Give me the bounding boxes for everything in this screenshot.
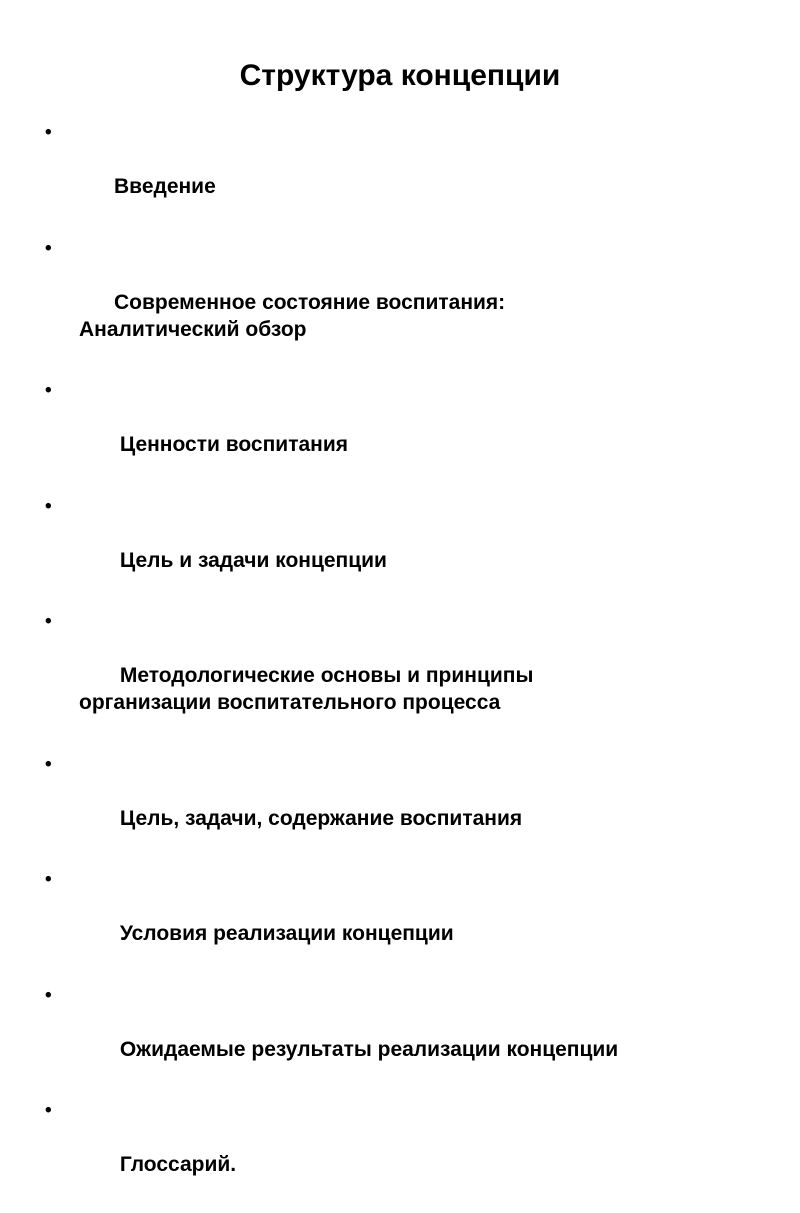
- bullet-icon: •: [45, 237, 52, 259]
- list-item-text: Введение: [114, 175, 216, 198]
- list-item-text: Цель и задачи концепции: [114, 548, 387, 572]
- bullet-icon: •: [45, 984, 52, 1006]
- bullet-icon: •: [45, 495, 52, 517]
- list-item-content: [45, 751, 765, 859]
- bullet-icon: •: [45, 1100, 52, 1121]
- list-item-goals: [45, 493, 765, 601]
- slide-title: Структура концепции: [239, 59, 561, 92]
- list-item-methodology: [45, 608, 765, 743]
- list-item-text: Ценности воспитания: [114, 433, 349, 456]
- list-item-introduction: [45, 119, 765, 227]
- list-item-glossary: [45, 1097, 765, 1205]
- bullet-icon: •: [45, 122, 52, 143]
- bullet-icon: •: [45, 869, 52, 890]
- list-item-conditions: [45, 866, 765, 974]
- list-item-text: Ожидаемые результаты реализации концепции: [114, 1037, 619, 1061]
- bullet-list: [45, 119, 765, 1213]
- bullet-icon: •: [45, 611, 52, 632]
- list-item-text: Современное состояние воспитания: Аналитический обзор: [79, 290, 506, 341]
- list-item-results: [45, 982, 765, 1090]
- bullet-icon: •: [45, 753, 52, 775]
- list-item-values: [45, 377, 765, 485]
- list-item-text: Условия реализации концепции: [114, 922, 454, 945]
- list-item-text: Методологические основы и принципы организации воспитательного процесса: [79, 664, 534, 714]
- bullet-icon: •: [45, 380, 52, 401]
- list-item-current-state: [45, 235, 765, 370]
- list-item-text: Глоссарий.: [114, 1153, 237, 1176]
- list-item-text: Цель, задачи, содержание воспитания: [114, 806, 523, 830]
